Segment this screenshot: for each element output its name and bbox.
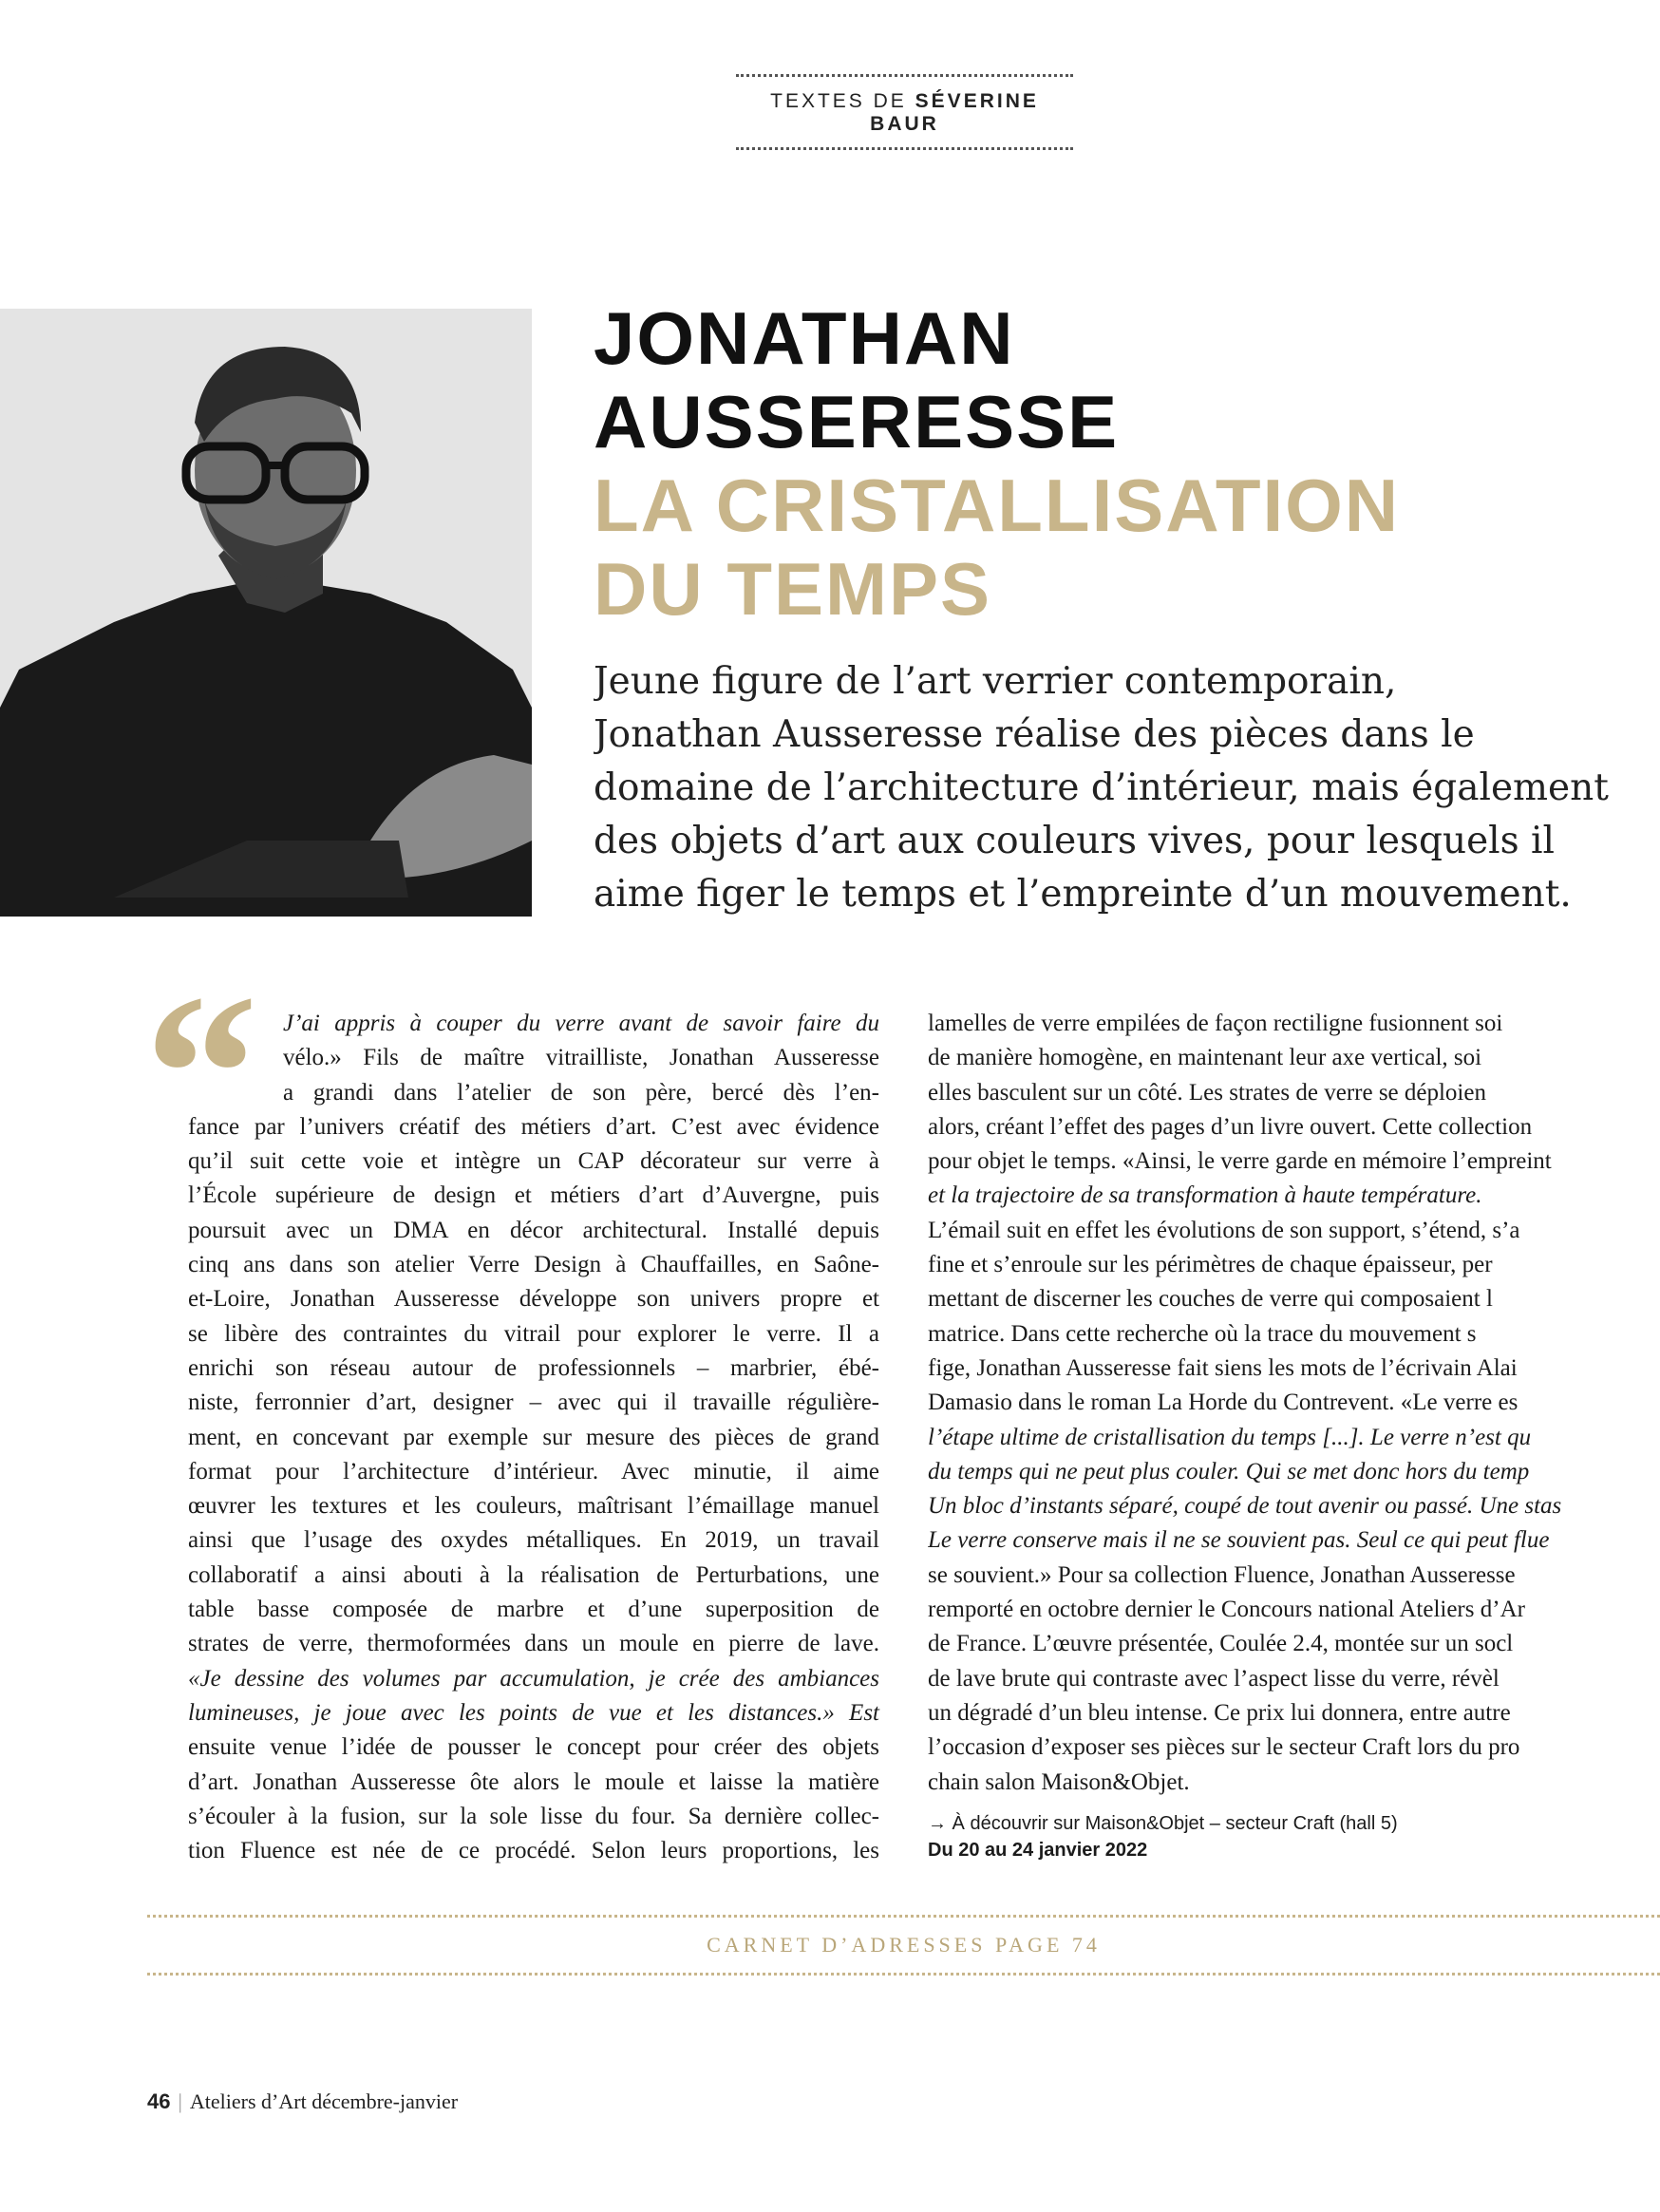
title-line-2: AUSSERESSE	[594, 380, 1120, 463]
body-line: l’étape ultime de cristallisation du temps [...]. Le verre n’est qu	[928, 1424, 1532, 1450]
body-line: pour objet le temps. «Ainsi, le verre garde en mémoire l’empreint	[928, 1148, 1552, 1175]
body-line: remporté en octobre dernier le Concours national Ateliers d’Ar	[928, 1597, 1525, 1623]
body-line: alors, créant l’effet des pages d’un livre ouvert. Cette collection	[928, 1113, 1533, 1140]
folio-separator: |	[178, 2089, 182, 2113]
body-line: l’École supérieure de design et métiers d’art d’Auvergne, puis	[188, 1182, 879, 1209]
article-title	[594, 296, 1400, 631]
body-column-2	[928, 1007, 1660, 1800]
byline	[736, 74, 1073, 150]
body-line: lamelles de verre empilées de façon rectiligne fusionnent soi	[928, 1011, 1503, 1036]
body-line: Damasio dans le roman La Horde du Contrevent. «Le verre es	[928, 1390, 1519, 1416]
body-line: et la trajectoire de sa transformation à haute température.	[928, 1182, 1482, 1209]
body-line: chain salon Maison&Objet.	[928, 1768, 1190, 1795]
body-line: de lave brute qui contraste avec l’aspect lisse du verre, révèl	[928, 1665, 1500, 1692]
body-line: format pour l’architecture d’intérieur. Avec minutie, il aime	[188, 1458, 879, 1484]
page-number: 46	[147, 2089, 171, 2113]
lede-line: Jonathan Ausseresse réalise des pièces dans le	[594, 713, 1475, 756]
body-line: fance par l’univers créatif des métiers d’art. C’est avec évidence	[188, 1113, 879, 1140]
page-folio	[147, 2089, 458, 2114]
lede-line: des objets d’art aux couleurs vives, pour lesquels il	[594, 820, 1556, 862]
body-line: un dégradé d’un bleu intense. Ce prix lui donnera, entre autre	[928, 1699, 1511, 1726]
magazine-name: Ateliers d’Art	[189, 2089, 307, 2113]
title-line-4: DU TEMPS	[594, 547, 992, 631]
body-line: cinq ans dans son atelier Verre Design à Chauffailles, en Saône-	[188, 1252, 879, 1278]
body-line: tion Fluence est née de ce procédé. Selon leurs proportions, les	[188, 1838, 879, 1864]
body-line: d’art. Jonathan Ausseresse ôte alors le moule et laisse la matière	[188, 1768, 879, 1795]
body-line: s’écouler à la fusion, sur la sole lisse du four. Sa dernière collec-	[188, 1803, 879, 1829]
body-line: et-Loire, Jonathan Ausseresse développe son univers propre et	[188, 1286, 879, 1313]
event-info	[928, 1810, 1398, 1863]
body-column-1	[188, 1007, 879, 1868]
address-book-reference: CARNET D’ADRESSES PAGE 74	[147, 1915, 1660, 1976]
event-venue: → À découvrir sur Maison&Objet – secteur Craft (hall 5)	[928, 1813, 1398, 1834]
quote-mark-icon: “	[144, 947, 258, 1200]
body-line: se libère des contraintes du vitrail pour explorer le verre. Il a	[188, 1320, 879, 1347]
body-line: Un bloc d’instants séparé, coupé de tout avenir ou passé. Une stas	[928, 1493, 1562, 1520]
body-line: collaboratif a ainsi abouti à la réalisation de Perturbations, une	[188, 1561, 879, 1588]
body-line: matrice. Dans cette recherche où la trace du mouvement s	[928, 1320, 1477, 1347]
body-line: a grandi dans l’atelier de son père, bercé dès l’en-	[283, 1079, 879, 1106]
body-line: du temps qui ne peut plus couler. Qui se met donc hors du temp	[928, 1458, 1530, 1484]
body-line: vélo.» Fils de maître vitrailliste, Jonathan Ausseresse	[283, 1045, 879, 1071]
body-line: table basse composée de marbre et d’une superposition de	[188, 1597, 879, 1623]
body-line: L’émail suit en effet les évolutions de son support, s’étend, s’a	[928, 1217, 1520, 1243]
article-lede	[594, 655, 1660, 921]
body-line: qu’il suit cette voie et intègre un CAP décorateur sur verre à	[188, 1148, 879, 1175]
body-line: fine et s’enroule sur les périmètres de chaque épaisseur, per	[928, 1252, 1493, 1278]
lede-line: aime figer le temps et l’empreinte d’un mouvement.	[594, 873, 1572, 916]
lede-line: domaine de l’architecture d’intérieur, mais également	[594, 766, 1609, 809]
body-line: Le verre conserve mais il ne se souvient pas. Seul ce qui peut flue	[928, 1527, 1550, 1554]
title-line-3: LA CRISTALLISATION	[594, 463, 1401, 547]
title-line-1: JONATHAN	[594, 296, 1015, 380]
body-line: strates de verre, thermoformées dans un moule en pierre de lave.	[188, 1631, 879, 1657]
body-line: poursuit avec un DMA en décor architectural. Installé depuis	[188, 1217, 879, 1243]
body-line: de manière homogène, en maintenant leur axe vertical, soi	[928, 1045, 1482, 1071]
body-line: l’occasion d’exposer ses pièces sur le secteur Craft lors du pro	[928, 1734, 1520, 1761]
body-line: lumineuses, je joue avec les points de vue et les distances.» Est	[188, 1699, 879, 1726]
body-line: de France. L’œuvre présentée, Coulée 2.4, montée sur un socl	[928, 1631, 1514, 1657]
body-line: J’ai appris à couper du verre avant de savoir faire du	[283, 1011, 879, 1036]
byline-prefix: TEXTES DE	[770, 90, 907, 112]
portrait-photo	[0, 309, 532, 917]
lede-line: Jeune figure de l’art verrier contemporain,	[594, 660, 1397, 703]
body-line: elles basculent sur un côté. Les strates de verre se déploien	[928, 1079, 1486, 1106]
byline-author: SÉVERINE BAUR	[870, 90, 1039, 135]
body-line: fige, Jonathan Ausseresse fait siens les mots de l’écrivain Alai	[928, 1354, 1518, 1381]
body-line: ensuite venue l’idée de pousser le concept pour créer des objets	[188, 1734, 879, 1761]
body-line: enrichi son réseau autour de professionnels – marbrier, ébé-	[188, 1354, 879, 1381]
body-line: ainsi que l’usage des oxydes métalliques. En 2019, un travail	[188, 1527, 879, 1554]
body-line: ment, en concevant par exemple sur mesure des pièces de grand	[188, 1424, 879, 1450]
body-line: «Je dessine des volumes par accumulation, je crée des ambiances	[188, 1665, 879, 1692]
body-line: se souvient.» Pour sa collection Fluence, Jonathan Ausseresse	[928, 1561, 1516, 1588]
issue-date: décembre-janvier	[311, 2089, 459, 2113]
event-dates: Du 20 au 24 janvier 2022	[928, 1840, 1148, 1861]
body-line: œuvrer les textures et les couleurs, maîtrisant l’émaillage manuel	[188, 1493, 879, 1520]
body-line: mettant de discerner les couches de verre qui composaient l	[928, 1286, 1493, 1313]
body-line: niste, ferronnier d’art, designer – avec qui il travaille régulière-	[188, 1390, 879, 1416]
